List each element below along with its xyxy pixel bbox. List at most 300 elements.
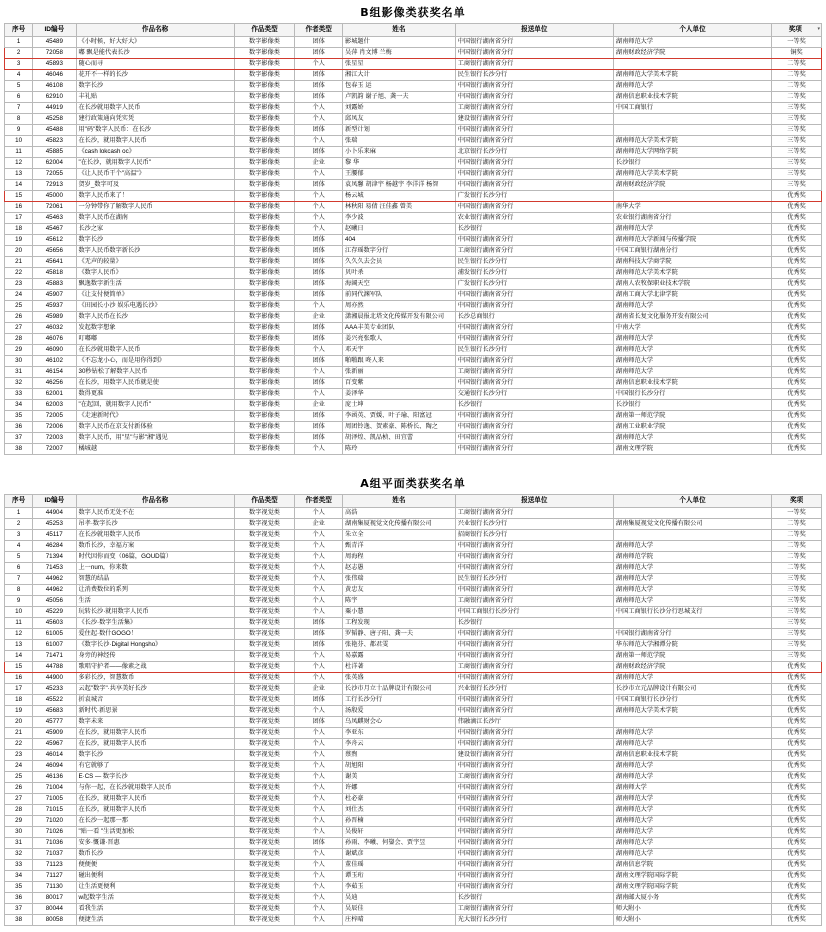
- cell-id: 45909: [33, 728, 76, 739]
- cell-id: 80044: [33, 904, 76, 915]
- cell-person-unit: 湖南师范大学: [613, 367, 771, 378]
- cell-name: 周团铃逸、贺素豪、陈桥长、陶之: [343, 422, 456, 433]
- cell-id: 45937: [33, 301, 76, 312]
- cell-submit-unit: 工商银行湖南省分行: [455, 103, 613, 114]
- table-row[interactable]: [5, 213, 822, 224]
- table-row[interactable]: [5, 574, 822, 585]
- cell-award: 二等奖: [772, 81, 822, 92]
- cell-index: 18: [5, 224, 33, 235]
- cell-work-type: 数字视觉类: [234, 805, 295, 816]
- cell-author-type: 团体: [295, 411, 343, 422]
- cell-name: 许娜: [343, 783, 456, 794]
- table-row[interactable]: [5, 816, 822, 827]
- table-row[interactable]: [5, 651, 822, 662]
- table-row[interactable]: [5, 717, 822, 728]
- table-row[interactable]: [5, 805, 822, 816]
- table-row[interactable]: [5, 367, 822, 378]
- table-row[interactable]: [5, 147, 822, 158]
- cell-work-name: 随心而寻: [76, 59, 234, 70]
- cell-name: 胡泽煌、凯品桢、田宜蕾: [343, 433, 456, 444]
- cell-person-unit: [613, 125, 771, 136]
- cell-person-unit: 湖南人农牧保职业技术学院: [613, 279, 771, 290]
- table-row[interactable]: [5, 563, 822, 574]
- cell-name: 王腰郁: [343, 169, 456, 180]
- cell-person-unit: 湖南师范大学: [613, 585, 771, 596]
- table-row[interactable]: [5, 433, 822, 444]
- cell-work-type: 数字视觉类: [234, 816, 295, 827]
- cell-submit-unit: 中国银行湖南省分行: [455, 378, 613, 389]
- table-row[interactable]: [5, 508, 822, 519]
- cell-work-type: 数字影像类: [234, 400, 295, 411]
- cell-work-type: 数字视觉类: [234, 706, 295, 717]
- table-row[interactable]: [5, 70, 822, 81]
- cell-work-type: 数字视觉类: [234, 904, 295, 915]
- cell-submit-unit: 中国银行湖南省分行: [455, 235, 613, 246]
- cell-name: 卢凯韵 谢子旭、龚一夫: [343, 92, 456, 103]
- table-row[interactable]: [5, 81, 822, 92]
- table-row[interactable]: [5, 552, 822, 563]
- table-row[interactable]: [5, 290, 822, 301]
- table-row[interactable]: [5, 893, 822, 904]
- cell-person-unit: 湖南师范大学: [613, 345, 771, 356]
- cell-person-unit: 湖南师范大学: [613, 772, 771, 783]
- cell-work-name: 让生活更便利: [76, 882, 234, 893]
- table-row[interactable]: [5, 224, 822, 235]
- cell-person-unit: 师大附小: [613, 904, 771, 915]
- cell-submit-unit: 工商银行湖南省分行: [455, 508, 613, 519]
- table-row[interactable]: [5, 761, 822, 772]
- table-header-b: [5, 24, 822, 37]
- col-work-name: 作品名称: [76, 495, 234, 508]
- cell-index: 14: [5, 651, 33, 662]
- col-work-type: 作品类型: [234, 495, 295, 508]
- table-row[interactable]: [5, 422, 822, 433]
- cell-author-type: 个人: [295, 904, 343, 915]
- cell-index: 33: [5, 389, 33, 400]
- table-row[interactable]: [5, 191, 822, 202]
- table-row[interactable]: [5, 301, 822, 312]
- table-row[interactable]: [5, 695, 822, 706]
- cell-work-type: 数字影像类: [234, 378, 295, 389]
- col-id: ID编号: [33, 24, 76, 37]
- cell-award: 优秀奖: [772, 411, 822, 422]
- table-row[interactable]: [5, 158, 822, 169]
- cell-index: 9: [5, 125, 33, 136]
- cell-id: 46046: [33, 70, 76, 81]
- cell-work-type: 数字影像类: [234, 59, 295, 70]
- cell-submit-unit: 中国银行湖南省分行: [455, 882, 613, 893]
- cell-work-type: 数字视觉类: [234, 552, 295, 563]
- table-row[interactable]: [5, 915, 822, 926]
- cell-award: 优秀奖: [772, 684, 822, 695]
- cell-person-unit: 湖南师范大学美术学院: [613, 169, 771, 180]
- table-row[interactable]: [5, 103, 822, 114]
- cell-work-name: 30秒钻松了解数字人民币: [76, 367, 234, 378]
- table-row[interactable]: [5, 739, 822, 750]
- cell-index: 6: [5, 92, 33, 103]
- cell-author-type: 团体: [295, 92, 343, 103]
- table-row[interactable]: [5, 114, 822, 125]
- cell-person-unit: 中国工商银行长沙分行思城支行: [613, 607, 771, 618]
- cell-id: 61005: [33, 629, 76, 640]
- cell-id: 44904: [33, 508, 76, 519]
- cell-award: 优秀奖: [772, 772, 822, 783]
- table-row[interactable]: [5, 838, 822, 849]
- table-row[interactable]: [5, 125, 822, 136]
- table-row[interactable]: [5, 541, 822, 552]
- cell-work-name: 数得更准: [76, 389, 234, 400]
- cell-id: 46256: [33, 378, 76, 389]
- cell-person-unit: 湖南师范大学: [613, 574, 771, 585]
- cell-award: 优秀奖: [772, 783, 822, 794]
- cell-work-name: 在长沙，就用数字人民币: [76, 739, 234, 750]
- cell-submit-unit: 中国银行湖南省分行: [455, 180, 613, 191]
- cell-submit-unit: 中国银行湖南省分行: [455, 356, 613, 367]
- table-row[interactable]: [5, 640, 822, 651]
- table-row[interactable]: [5, 882, 822, 893]
- cell-id: 71123: [33, 860, 76, 871]
- cell-index: 21: [5, 728, 33, 739]
- cell-index: 27: [5, 794, 33, 805]
- cell-person-unit: 湖南信息职业技术学院: [613, 750, 771, 761]
- table-row[interactable]: [5, 618, 822, 629]
- cell-work-name: 嘟 飘是能代表长沙: [76, 48, 234, 59]
- cell-index: 19: [5, 235, 33, 246]
- cell-work-type: 数字视觉类: [234, 574, 295, 585]
- cell-person-unit: 湖南师范大学: [613, 596, 771, 607]
- col-name: 姓名: [343, 24, 456, 37]
- cell-submit-unit: 中国银行湖南省分行: [455, 552, 613, 563]
- cell-award: 优秀奖: [772, 268, 822, 279]
- cell-index: 14: [5, 180, 33, 191]
- table-row[interactable]: [5, 323, 822, 334]
- cell-author-type: 个人: [295, 114, 343, 125]
- cell-index: 38: [5, 915, 33, 926]
- cell-work-type: 数字影像类: [234, 114, 295, 125]
- table-row[interactable]: [5, 180, 822, 191]
- table-row[interactable]: [5, 268, 822, 279]
- table-row[interactable]: [5, 684, 822, 695]
- table-row[interactable]: [5, 411, 822, 422]
- cell-work-name: 数字人民币来了！: [76, 191, 234, 202]
- table-row[interactable]: [5, 794, 822, 805]
- table-row[interactable]: [5, 849, 822, 860]
- table-row[interactable]: [5, 136, 822, 147]
- table-row[interactable]: [5, 596, 822, 607]
- cell-submit-unit: 中国银行湖南省分行: [455, 202, 613, 213]
- cell-name: 404: [343, 235, 456, 246]
- cell-name: 吴辰佳: [343, 904, 456, 915]
- cell-author-type: 团体: [295, 433, 343, 444]
- cell-work-type: 数字影像类: [234, 136, 295, 147]
- table-row[interactable]: [5, 585, 822, 596]
- table-row[interactable]: [5, 519, 822, 530]
- cell-person-unit: 湖南信息学院: [613, 860, 771, 871]
- cell-author-type: 个人: [295, 530, 343, 541]
- cell-index: 29: [5, 816, 33, 827]
- cell-author-type: 个人: [295, 728, 343, 739]
- cell-name: 前同代渊军队: [343, 290, 456, 301]
- cell-index: 37: [5, 904, 33, 915]
- cell-person-unit: 湖南师范大学: [613, 541, 771, 552]
- table-row[interactable]: [5, 92, 822, 103]
- cell-person-unit: 中国工商银行: [613, 103, 771, 114]
- col-award: [772, 24, 822, 37]
- cell-person-unit: 湖南科技大学商学院: [613, 257, 771, 268]
- table-row[interactable]: [5, 871, 822, 882]
- cell-name: 长沙市月立十品牌设计有限公司: [343, 684, 456, 695]
- col-award: 奖项: [772, 495, 822, 508]
- cell-name: 影城题什: [343, 37, 456, 48]
- cell-id: 45229: [33, 607, 76, 618]
- cell-submit-unit: 工商银行湖南省分行: [455, 772, 613, 783]
- cell-work-name: 数字人民币在京支付新体验: [76, 422, 234, 433]
- cell-index: 38: [5, 444, 33, 455]
- cell-award: 优秀奖: [772, 816, 822, 827]
- cell-author-type: 个人: [295, 750, 343, 761]
- cell-author-type: 团体: [295, 70, 343, 81]
- cell-work-type: 数字影像类: [234, 158, 295, 169]
- cell-name: 蔡煦: [343, 750, 456, 761]
- cell-work-name: 便捷生活: [76, 915, 234, 926]
- cell-person-unit: 湖南师范大学: [613, 849, 771, 860]
- cell-award: 优秀奖: [772, 849, 822, 860]
- cell-submit-unit: 民生银行长沙分行: [455, 574, 613, 585]
- cell-award: 优秀奖: [772, 367, 822, 378]
- cell-award: 三等奖: [772, 180, 822, 191]
- cell-id: 72006: [33, 422, 76, 433]
- cell-work-type: 数字影像类: [234, 224, 295, 235]
- cell-name: 粟小慧: [343, 607, 456, 618]
- cell-author-type: 个人: [295, 585, 343, 596]
- cell-index: 30: [5, 356, 33, 367]
- cell-id: 46032: [33, 323, 76, 334]
- table-row[interactable]: [5, 345, 822, 356]
- cell-name: 乌凤麒财会心: [343, 717, 456, 728]
- table-row[interactable]: [5, 783, 822, 794]
- cell-award: 优秀奖: [772, 761, 822, 772]
- cell-person-unit: 湖南师大学: [613, 783, 771, 794]
- table-row[interactable]: [5, 530, 822, 541]
- cell-author-type: 个人: [295, 860, 343, 871]
- table-row[interactable]: [5, 860, 822, 871]
- cell-id: 46076: [33, 334, 76, 345]
- block-title-a: A组平面类获奖名单: [360, 477, 466, 490]
- cell-submit-unit: 兴业银行长沙分行: [455, 684, 613, 695]
- cell-work-name: 新时代·新思景: [76, 706, 234, 717]
- cell-person-unit: 湖南师范大学: [613, 805, 771, 816]
- table-row[interactable]: [5, 662, 822, 673]
- col-work-name: 作品名称: [76, 24, 234, 37]
- table-row[interactable]: [5, 706, 822, 717]
- cell-submit-unit: 中国银行湖南省分行: [455, 541, 613, 552]
- cell-submit-unit: 工商银行湖南省分行: [455, 904, 613, 915]
- cell-work-name: 《无声的较量》: [76, 257, 234, 268]
- cell-index: 23: [5, 750, 33, 761]
- cell-author-type: 个人: [295, 103, 343, 114]
- cell-index: 24: [5, 290, 33, 301]
- table-row[interactable]: [5, 827, 822, 838]
- table-row[interactable]: [5, 246, 822, 257]
- cell-index: 17: [5, 213, 33, 224]
- cell-id: 45233: [33, 684, 76, 695]
- cell-id: 45777: [33, 717, 76, 728]
- cell-person-unit: [613, 508, 771, 519]
- cell-index: 26: [5, 783, 33, 794]
- cell-award: 优秀奖: [772, 662, 822, 673]
- cell-name: 李舟云: [343, 739, 456, 750]
- cell-name: 庄梓晴: [343, 915, 456, 926]
- cell-index: 25: [5, 772, 33, 783]
- cell-work-name: w起数字生活: [76, 893, 234, 904]
- header-row: [5, 24, 822, 37]
- table-row[interactable]: [5, 772, 822, 783]
- cell-index: 17: [5, 684, 33, 695]
- cell-submit-unit: 广发银行长沙分行: [455, 191, 613, 202]
- cell-index: 8: [5, 114, 33, 125]
- table-row[interactable]: [5, 629, 822, 640]
- cell-submit-unit: 中国银行湖南省分行: [455, 695, 613, 706]
- cell-award: 优秀奖: [772, 794, 822, 805]
- cell-award: 优秀奖: [772, 301, 822, 312]
- cell-submit-unit: 中国银行湖南省分行: [455, 783, 613, 794]
- cell-person-unit: [613, 114, 771, 125]
- cell-submit-unit: 长沙银行: [455, 400, 613, 411]
- cell-award: 二等奖: [772, 519, 822, 530]
- cell-id: 72005: [33, 411, 76, 422]
- cell-work-type: 数字视觉类: [234, 915, 295, 926]
- cell-work-type: 数字视觉类: [234, 585, 295, 596]
- cell-author-type: 团体: [295, 717, 343, 728]
- cell-index: 16: [5, 202, 33, 213]
- cell-author-type: 个人: [295, 915, 343, 926]
- cell-name: 潇湘晨报北塔文化传媒开发有限公司: [343, 312, 456, 323]
- cell-submit-unit: 长沙银行: [455, 618, 613, 629]
- cell-work-type: 数字视觉类: [234, 717, 295, 728]
- cell-index: 31: [5, 838, 33, 849]
- table-row[interactable]: [5, 400, 822, 411]
- cell-index: 26: [5, 312, 33, 323]
- cell-person-unit: [613, 618, 771, 629]
- table-row[interactable]: [5, 607, 822, 618]
- cell-name: 湘江大计: [343, 70, 456, 81]
- cell-person-unit: 湖南文理学院国际学院: [613, 882, 771, 893]
- cell-submit-unit: 中国银行湖南省分行: [455, 433, 613, 444]
- cell-submit-unit: 中国银行湖南省分行: [455, 640, 613, 651]
- cell-award: 优秀奖: [772, 695, 822, 706]
- cell-work-type: 数字影像类: [234, 213, 295, 224]
- cell-author-type: 个人: [295, 552, 343, 563]
- cell-work-type: 数字视觉类: [234, 651, 295, 662]
- cell-author-type: 个人: [295, 191, 343, 202]
- table-row[interactable]: [5, 202, 822, 213]
- table-row[interactable]: [5, 257, 822, 268]
- table-row[interactable]: [5, 904, 822, 915]
- cell-submit-unit: 工商银行湖南省分行: [455, 246, 613, 257]
- cell-id: 71004: [33, 783, 76, 794]
- cell-work-type: 数字视觉类: [234, 607, 295, 618]
- cell-index: 20: [5, 246, 33, 257]
- cell-name: 赵曦日: [343, 224, 456, 235]
- cell-author-type: 团体: [295, 356, 343, 367]
- cell-work-name: 《让支付便简单》: [76, 290, 234, 301]
- cell-author-type: 企业: [295, 400, 343, 411]
- table-row[interactable]: [5, 673, 822, 684]
- cell-person-unit: 湖南师范大学网络学院: [613, 147, 771, 158]
- cell-name: 谢斌彦: [343, 849, 456, 860]
- cell-person-unit: 湖南集厦视觉文化传播有限公司: [613, 519, 771, 530]
- table-row[interactable]: [5, 312, 822, 323]
- cell-id: 45656: [33, 246, 76, 257]
- cell-work-name: 歌唱守护者——像素之战: [76, 662, 234, 673]
- cell-work-type: 数字影像类: [234, 169, 295, 180]
- cell-work-name: 《走速新时代》: [76, 411, 234, 422]
- cell-author-type: 个人: [295, 783, 343, 794]
- table-row[interactable]: [5, 235, 822, 246]
- cell-name: 周亦然: [343, 301, 456, 312]
- cell-index: 24: [5, 761, 33, 772]
- cell-index: 31: [5, 367, 33, 378]
- cell-id: 71037: [33, 849, 76, 860]
- cell-submit-unit: 光大银行长沙分行: [455, 915, 613, 926]
- cell-name: 啪啪跟 咚人来: [343, 356, 456, 367]
- table-row[interactable]: [5, 389, 822, 400]
- cell-id: 80017: [33, 893, 76, 904]
- cell-award: 优秀奖: [772, 389, 822, 400]
- cell-award: 三等奖: [772, 629, 822, 640]
- table-row[interactable]: [5, 378, 822, 389]
- cell-index: 21: [5, 257, 33, 268]
- cell-name: 庞士坤: [343, 400, 456, 411]
- cell-submit-unit: 工商银行湖南省分行: [455, 596, 613, 607]
- table-row[interactable]: [5, 37, 822, 48]
- cell-id: 71015: [33, 805, 76, 816]
- cell-submit-unit: 中国银行湖南省分行: [455, 651, 613, 662]
- cell-work-name: 《数字人民币》: [76, 268, 234, 279]
- table-row[interactable]: [5, 334, 822, 345]
- table-row[interactable]: [5, 169, 822, 180]
- table-row[interactable]: [5, 48, 822, 59]
- awards-table-a: [4, 494, 822, 926]
- cell-work-type: 数字视觉类: [234, 662, 295, 673]
- cell-name: 包春玉 运: [343, 81, 456, 92]
- cell-index: 35: [5, 882, 33, 893]
- cell-award: 二等奖: [772, 92, 822, 103]
- cell-award: 优秀奖: [772, 728, 822, 739]
- cell-work-name: 《长沙·数字生活集》: [76, 618, 234, 629]
- cell-name: 张星星: [343, 59, 456, 70]
- table-row[interactable]: [5, 444, 822, 455]
- cell-index: 18: [5, 695, 33, 706]
- cell-work-name: 《不忘龙小心，而是用你得到》: [76, 356, 234, 367]
- table-row[interactable]: [5, 728, 822, 739]
- table-row[interactable]: [5, 279, 822, 290]
- cell-id: 62003: [33, 400, 76, 411]
- cell-name: 甄青洋: [343, 541, 456, 552]
- cell-author-type: 个人: [295, 444, 343, 455]
- table-row[interactable]: [5, 356, 822, 367]
- table-row[interactable]: [5, 59, 822, 70]
- cell-index: 7: [5, 103, 33, 114]
- cell-work-type: 数字影像类: [234, 103, 295, 114]
- cell-name: 邱凤友: [343, 114, 456, 125]
- cell-work-name: 上一num，你来数: [76, 563, 234, 574]
- cell-id: 45907: [33, 290, 76, 301]
- table-row[interactable]: [5, 750, 822, 761]
- cell-work-name: 在长沙，就用数字人民币: [76, 136, 234, 147]
- cell-work-name: 在长沙，就用数字人民币: [76, 794, 234, 805]
- cell-index: 4: [5, 70, 33, 81]
